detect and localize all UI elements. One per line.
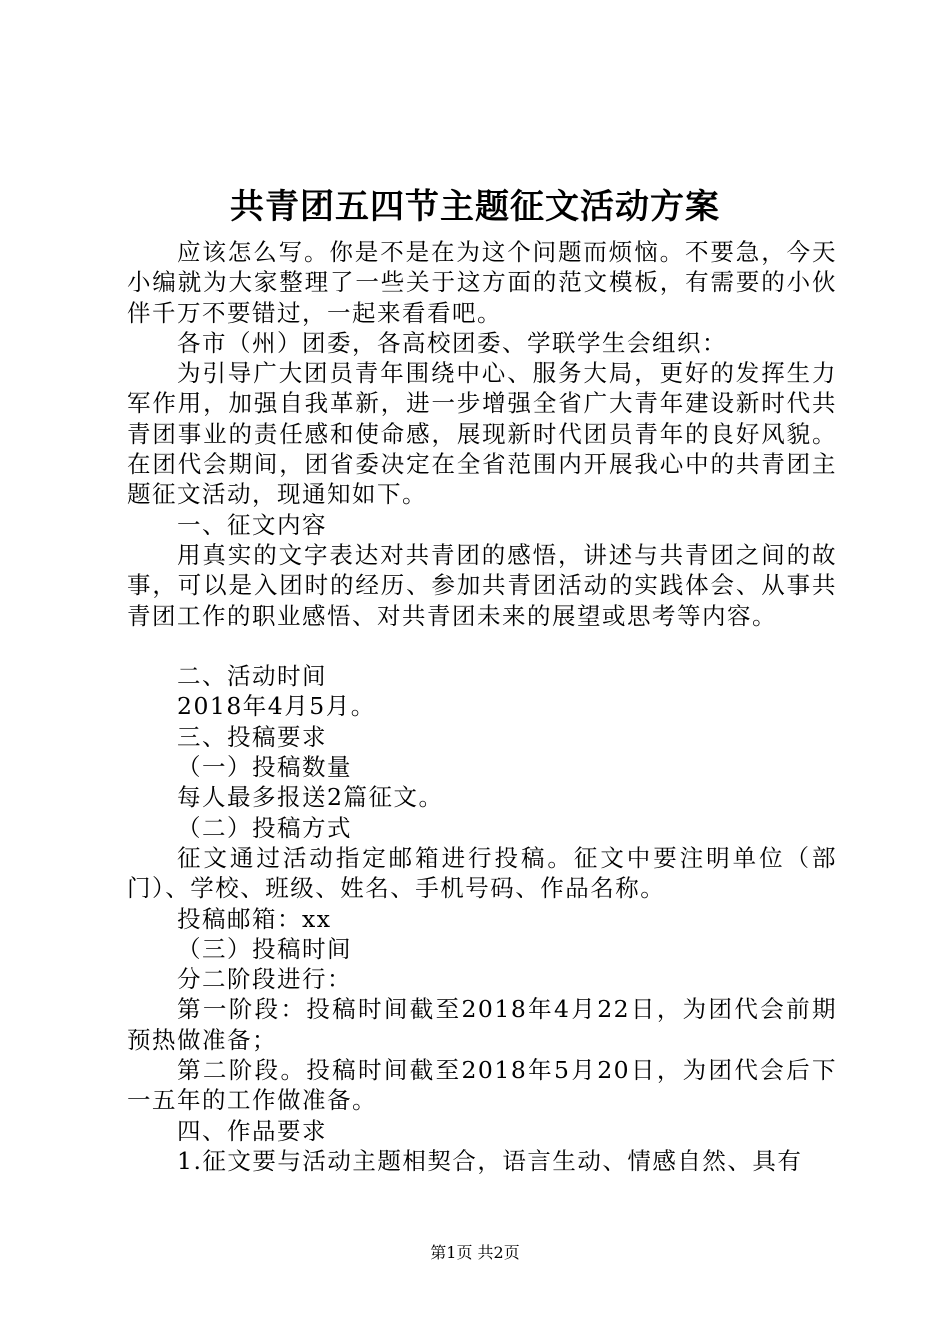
section-heading-time: 二、活动时间 xyxy=(177,662,327,691)
blank-line xyxy=(127,631,837,661)
intro-paragraph: 应该怎么写。你是不是在为这个问题而烦恼。不要急，今天小编就为大家整理了一些关于这方面的范文模板，有需要的小伙伴千万不要错过，一起来看看吧。 xyxy=(127,238,837,327)
stage-two: 第二阶段。投稿时间截至2018年5月20日，为团代会后下一五年的工作做准备。 xyxy=(127,1056,837,1115)
salutation: 各市（州）团委，各高校团委、学联学生会组织： xyxy=(177,328,727,357)
document-body xyxy=(127,237,837,1176)
subheading-method: （二）投稿方式 xyxy=(177,813,352,842)
method-text: 征文通过活动指定邮箱进行投稿。征文中要注明单位（部门）、学校、班级、姓名、手机号码、作品名称。 xyxy=(127,843,837,903)
content-paragraph: 用真实的文字表达对共青团的感悟，讲述与共青团之间的故事，可以是入团时的经历、参加共青团活动的实践体会、从事共青团工作的职业感悟、对共青团未来的展望或思考等内容。 xyxy=(127,540,837,630)
stages-intro: 分二阶段进行： xyxy=(177,965,352,994)
quantity-text: 每人最多报送2篇征文。 xyxy=(177,783,444,812)
section-heading-requirements: 四、作品要求 xyxy=(177,1116,327,1145)
stage-one: 第一阶段：投稿时间截至2018年4月22日，为团代会前期预热做准备； xyxy=(127,995,837,1054)
section-heading-content: 一、征文内容 xyxy=(177,510,327,539)
page-footer: 第1页 共2页 xyxy=(430,1243,520,1262)
requirement-one: 1.征文要与活动主题相契合，语言生动、情感自然、具有 xyxy=(177,1146,803,1175)
section-heading-submission: 三、投稿要求 xyxy=(177,722,327,751)
purpose-paragraph: 为引导广大团员青年围绕中心、服务大局，更好的发挥生力军作用，加强自我革新，进一步增强全省广大青年建设新时代共青团事业的责任感和使命感，展现新时代团员青年的良好风貌。在团代会期间，团省委决定在全省范围内开展我心中的共青团主题征文活动，现通知如下。 xyxy=(127,359,837,509)
subheading-quantity: （一）投稿数量 xyxy=(177,753,352,782)
submission-email: 投稿邮箱：xx xyxy=(177,904,332,933)
activity-date: 2018年4月5月。 xyxy=(177,692,376,721)
subheading-deadline: （三）投稿时间 xyxy=(177,934,352,963)
document-title: 共青团五四节主题征文活动方案 xyxy=(230,187,720,227)
